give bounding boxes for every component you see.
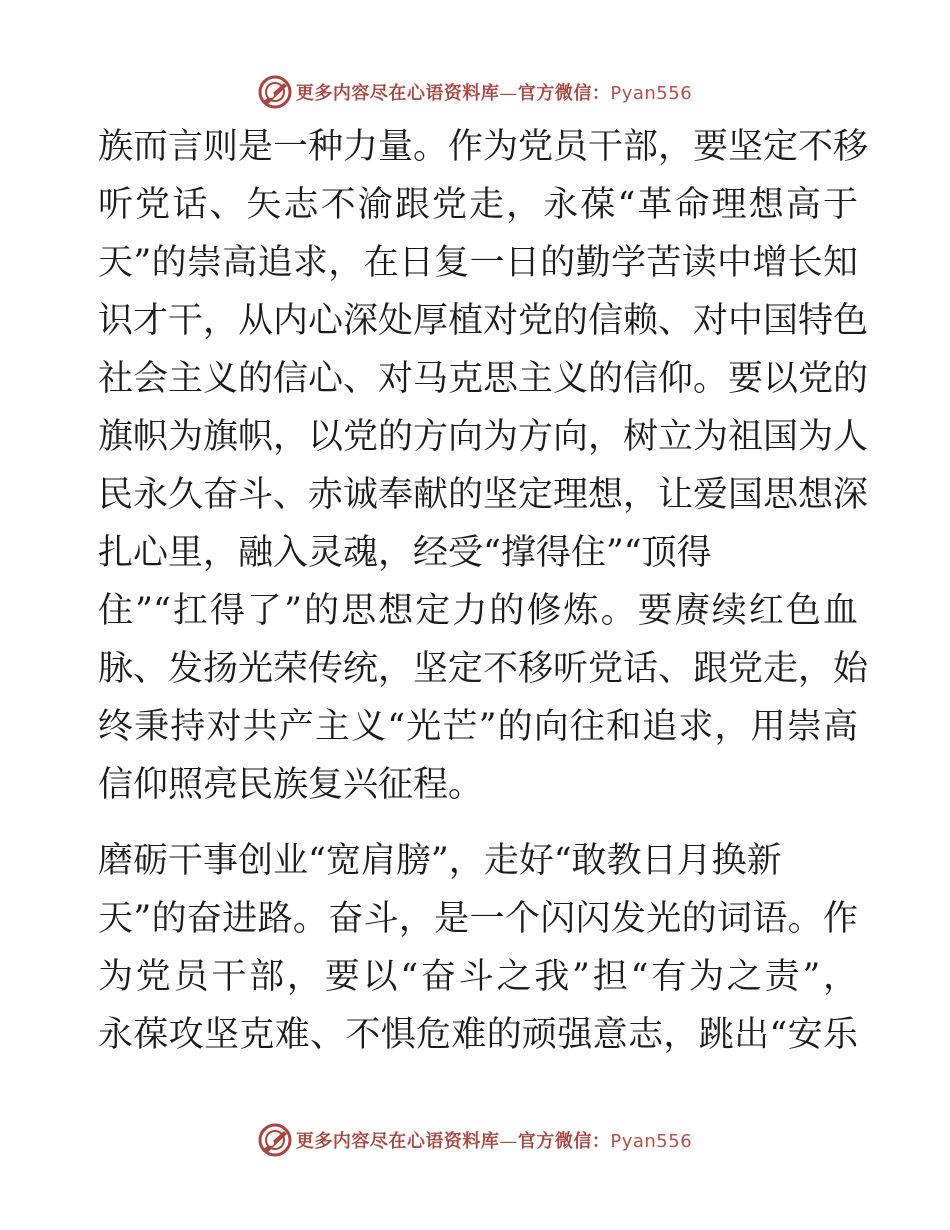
paragraph-1 (98, 118, 869, 814)
seal-logo-icon (258, 75, 292, 109)
paragraph-2 (98, 832, 858, 1064)
text-line: 信仰照亮民族复兴征程。 (98, 765, 484, 805)
text-line: 听党话、矢志不渝跟党走，永葆“革命理想高于 (98, 185, 858, 225)
watermark-text (296, 1127, 692, 1153)
watermark-wechat-label: 官方微信： (517, 83, 611, 104)
text-line: 天”的奋进路。奋斗，是一个闪闪发光的词语。作 (98, 899, 858, 939)
watermark-text (296, 79, 692, 105)
watermark-main: 更多内容尽在心语资料库 (295, 83, 500, 104)
text-line: 住”“扛得了”的思想定力的修炼。要赓续红色血 (98, 591, 858, 631)
text-line: 社会主义的信心、对马克思主义的信仰。要以党的 (98, 359, 869, 399)
watermark-wechat-id: Pyan556 (610, 83, 693, 104)
text-line: 旗帜为旗帜，以党的方向为方向，树立为祖国为人 (98, 417, 869, 457)
text-line: 扎心里，融入灵魂，经受“撑得住”“顶得 (98, 533, 712, 573)
text-line: 永葆攻坚克难、不惧危难的顽强意志，跳出“安乐 (98, 1015, 858, 1055)
watermark-main: 更多内容尽在心语资料库 (295, 1131, 500, 1152)
watermark-wechat-label: 官方微信： (517, 1131, 611, 1152)
text-line: 磨砺干事创业“宽肩膀”，走好“敢教日月换新 (98, 841, 782, 881)
watermark-separator: — (499, 1131, 518, 1152)
footer-watermark (0, 1120, 950, 1160)
text-line: 族而言则是一种力量。作为党员干部，要坚定不移 (98, 127, 869, 167)
paragraph-gap (98, 814, 858, 832)
seal-logo-icon (258, 1123, 292, 1157)
text-line: 为党员干部，要以“奋斗之我”担“有为之责”， (98, 957, 858, 997)
text-line: 识才干，从内心深处厚植对党的信赖、对中国特色 (98, 301, 869, 341)
text-line: 民永久奋斗、赤诚奉献的坚定理想，让爱国思想深 (98, 475, 869, 515)
text-line: 脉、发扬光荣传统，坚定不移听党话、跟党走，始 (98, 649, 869, 689)
text-line: 天”的崇高追求，在日复一日的勤学苦读中增长知 (98, 243, 858, 283)
text-line: 终秉持对共产主义“光芒”的向往和追求，用崇高 (98, 707, 858, 747)
header-watermark (0, 72, 950, 112)
watermark-separator: — (499, 83, 518, 104)
watermark-wechat-id: Pyan556 (610, 1131, 693, 1152)
document-body (98, 118, 869, 1064)
